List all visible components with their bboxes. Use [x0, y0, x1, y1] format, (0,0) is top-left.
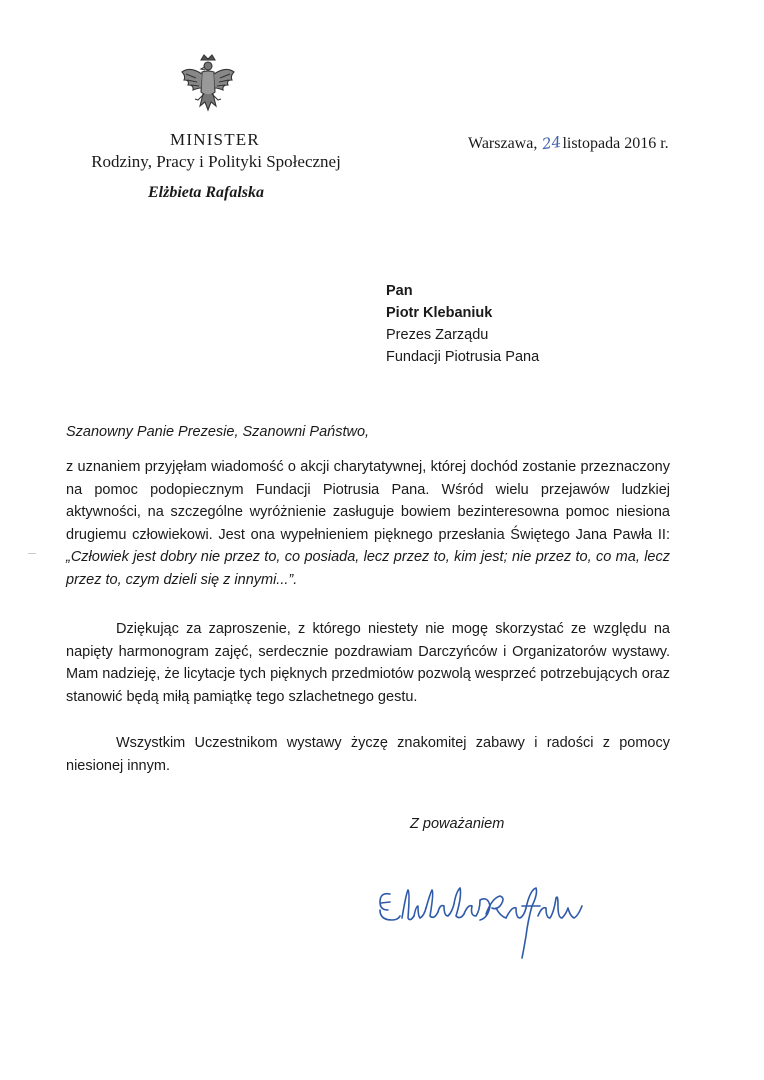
date-line	[468, 134, 669, 153]
paragraph-1-quote: „Człowiek jest dobry nie przez to, co posiada, lecz przez to, kim jest; nie przez to, co ma, lecz przez to, czym dzieli się z innymi...”.	[66, 549, 670, 588]
body-paragraph-3: Wszystkim Uczestnikom wystawy życzę znakomitej zabawy i radości z pomocy niesionej innym.	[66, 735, 670, 774]
salutation: Szanowny Panie Prezesie, Szanowni Państwo,	[66, 424, 370, 440]
minister-name: Elżbieta Rafalska	[147, 184, 264, 201]
handwritten-signature-icon	[368, 876, 588, 966]
body-paragraph-2: Dziękując za zaproszenie, z którego niestety nie mogę skorzystać ze względu na napięty harmonogram zajęć, serdecznie pozdrawiam Darczyńców i Organizatorów wystawy. Mam nadzieję, że licytacje tych pięknych przedmiotów pozwolą wesprzeć potrzebujących oraz stanowić będą miłą pamiątkę tego szlachetnego gestu.	[66, 621, 670, 705]
addressee-position: Prezes Zarządu	[386, 327, 489, 343]
date-month-year: listopada 2016 r.	[562, 135, 669, 152]
addressee-organization: Fundacji Piotrusia Pana	[386, 349, 540, 365]
date-day-handwritten: 24	[541, 132, 563, 154]
closing-phrase: Z poważaniem	[410, 816, 505, 832]
addressee-title: Pan	[386, 283, 413, 299]
body-paragraph-1	[66, 456, 670, 591]
polish-eagle-icon	[178, 52, 238, 120]
ministry-name: Rodziny, Pracy i Polityki Społecznej	[91, 152, 341, 171]
date-city: Warszawa,	[468, 135, 538, 152]
minister-title: MINISTER	[170, 130, 260, 149]
addressee-name: Piotr Klebaniuk	[386, 305, 493, 321]
addressee-block	[386, 280, 539, 368]
paragraph-1-text: z uznaniem przyjęłam wiadomość o akcji charytatywnej, której dochód zostanie przeznaczony na pomoc podopiecznym Fundacji Piotrusia Pana. Wśród wielu przejawów ludzkiej aktywności, na szczególne wyróżnienie zasługuje bowiem bezinteresowna pomoc niesiona drugiemu człowiekowi. Jest ona wypełnieniem pięknego przesłania Świętego Jana Pawła II:	[66, 459, 670, 543]
margin-mark	[28, 553, 36, 554]
